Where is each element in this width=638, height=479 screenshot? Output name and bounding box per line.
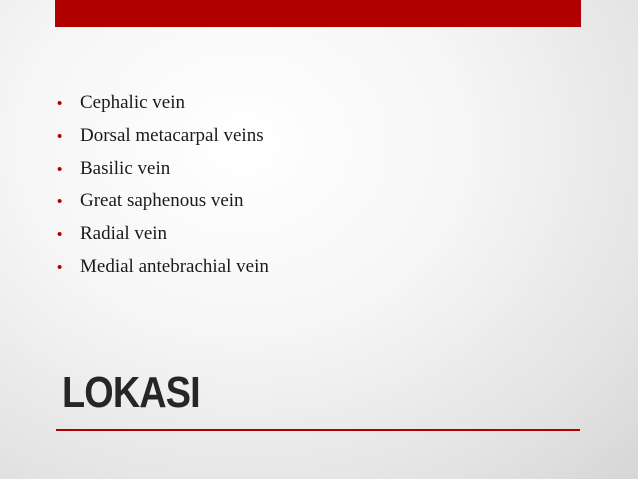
top-accent-bar <box>55 0 581 27</box>
bullet-text: Basilic vein <box>80 157 171 179</box>
bullet-item <box>57 125 269 158</box>
bullet-item <box>57 256 269 289</box>
bullet-list <box>57 92 269 289</box>
bullet-text: Medial antebrachial vein <box>80 255 269 277</box>
bullet-item <box>57 190 269 223</box>
bullet-text: Dorsal metacarpal veins <box>80 124 264 146</box>
bullet-dot-icon: • <box>57 226 63 244</box>
bullet-dot-icon: • <box>57 193 63 211</box>
bullet-dot-icon: • <box>57 95 63 112</box>
slide-title: LOKASI <box>62 368 200 417</box>
bullet-text: Great saphenous vein <box>80 190 244 212</box>
bullet-item <box>57 92 269 125</box>
bullet-item <box>57 158 269 191</box>
bullet-dot-icon: • <box>57 127 63 145</box>
bullet-dot-icon: • <box>57 160 63 178</box>
bullet-text: Radial vein <box>80 223 168 245</box>
bullet-item <box>57 223 269 256</box>
title-underline <box>56 429 580 431</box>
bullet-dot-icon: • <box>57 258 63 276</box>
bullet-text: Cephalic vein <box>80 92 185 113</box>
